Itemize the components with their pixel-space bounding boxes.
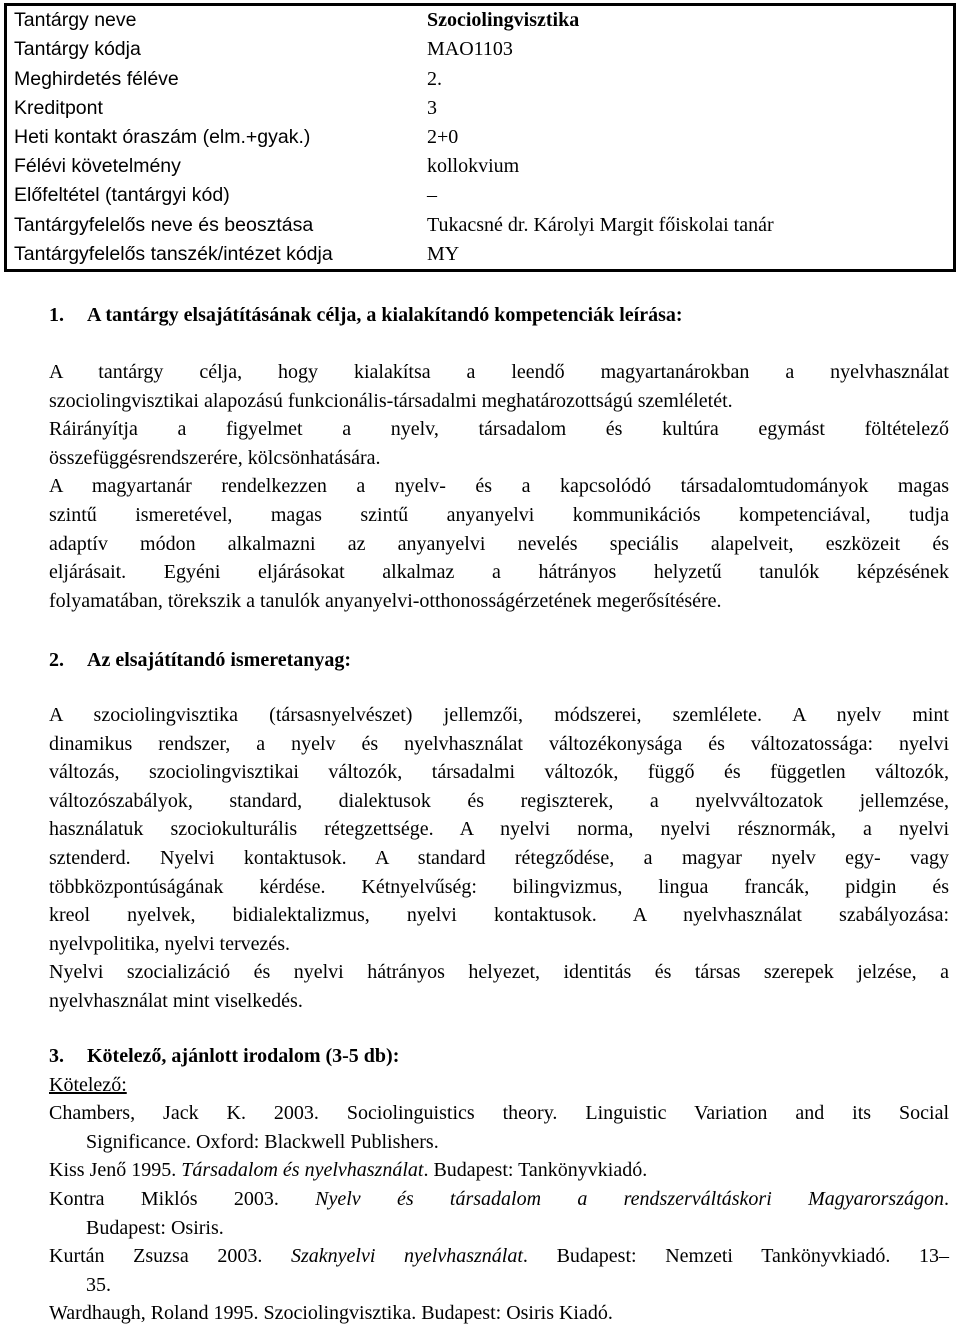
info-value: MY [427, 242, 460, 265]
paragraph-line: szintű ismeretével, magas szintű anyanyelvi kommunikációs kompetenciával, tudja [49, 503, 949, 526]
section-2-title: Az elsajátítandó ismeretanyag: [87, 649, 352, 671]
paragraph-line: kreol nyelvek, bidialektalizmus, nyelvi kontaktusok. A nyelvhasználat szabályozása: [49, 904, 949, 927]
paragraph-line: összefüggésrendszerére, kölcsönhatására. [49, 446, 381, 469]
paragraph-line: használatuk szociokulturális rétegzettsége. A nyelvi norma, nyelvi résznormák, a nyelvi [49, 818, 949, 841]
required-reading-label: Kötelező: [49, 1073, 127, 1096]
info-label: Tantárgyfelelős neve és beosztása [14, 213, 314, 236]
paragraph-line: folyamatában, törekszik a tanulók anyanyelvi-otthonosságérzetének megerősítésére. [49, 589, 722, 612]
paragraph [49, 472, 949, 615]
info-value: 2. [427, 67, 442, 90]
info-row [7, 123, 953, 152]
paragraph-line: változószabályok, standard, dialektusok és regiszterek, a nyelvváltozatok jellemzése, [49, 789, 949, 812]
info-row [7, 181, 953, 210]
section-3-title: Kötelező, ajánlott irodalom (3-5 db): [87, 1045, 400, 1067]
info-label: Előfeltétel (tantárgyi kód) [14, 184, 230, 207]
paragraph-line: A szociolingvisztika (társasnyelvészet) jellemzői, módszerei, szemlélete. A nyelv mint [49, 704, 949, 726]
reference-first-line [49, 1099, 949, 1128]
section-1-title: A tantárgy elsajátításának célja, a kialakítandó kompetenciák leírása: [87, 304, 683, 326]
reference-text: . Budapest: Nemzeti Tankönyvkiadó. 13– [522, 1245, 949, 1268]
paragraph-line: nyelvhasználat mint viselkedés. [49, 989, 303, 1012]
reference-first-line [49, 1185, 949, 1214]
reference-continuation: 35. [86, 1273, 111, 1296]
reference-text: . Budapest: Tankönyvkiadó. [423, 1159, 648, 1182]
info-label: Meghirdetés féléve [14, 67, 179, 90]
paragraph-line: A magyartanár rendelkezzen a nyelv- és a kapcsolódó társadalomtudományok magas [49, 475, 949, 498]
paragraph-line: többközpontúságának kérdése. Kétnyelvűség: bilingvizmus, lingua francák, pidgin és [49, 875, 949, 898]
section-2 [49, 646, 949, 675]
reference-continuation: Budapest: Osiris. [86, 1216, 224, 1239]
section-1 [49, 301, 949, 330]
reference-text: Kurtán Zsuzsa 2003. [49, 1245, 291, 1268]
section-1-body [49, 358, 949, 615]
section-2-heading [49, 646, 949, 675]
paragraph-line: adaptív módon alkalmazni az anyanyelvi nevelés speciális alapelveit, eszközeit és [49, 532, 949, 555]
reference-item [49, 1299, 949, 1328]
info-row [7, 6, 953, 35]
section-2-number: 2. [49, 649, 64, 671]
section-2-body [49, 701, 949, 1016]
info-label: Tantárgy kódja [14, 38, 141, 61]
paragraph [49, 358, 949, 415]
paragraph-line: Ráirányítja a figyelmet a nyelv, társadalom és kultúra egymást föltételező [49, 418, 949, 441]
course-info-table [4, 3, 956, 272]
reference-text: Kiss Jenő 1995. [49, 1159, 182, 1182]
reference-item [49, 1185, 949, 1242]
info-label: Heti kontakt óraszám (elm.+gyak.) [14, 126, 311, 149]
section-3 [49, 1042, 949, 1328]
reference-item [49, 1242, 949, 1299]
section-3-number: 3. [49, 1045, 64, 1067]
info-value: Szociolingvisztika [427, 9, 580, 32]
reference-first-line [49, 1156, 949, 1185]
info-label: Tantárgy neve [14, 9, 137, 32]
reference-continuation: Significance. Oxford: Blackwell Publishers. [86, 1130, 439, 1153]
info-row [7, 94, 953, 123]
info-row [7, 240, 953, 269]
section-1-number: 1. [49, 304, 64, 326]
reference-text: . [944, 1187, 950, 1210]
reference-title: Társadalom és nyelvhasználat [181, 1159, 424, 1182]
paragraph [49, 415, 949, 472]
reference-first-line [49, 1299, 949, 1328]
info-row [7, 210, 953, 239]
info-row [7, 35, 953, 64]
info-label: Félévi követelmény [14, 155, 181, 178]
reference-item [49, 1156, 949, 1185]
reference-title: Szaknyelvi nyelvhasználat [291, 1245, 523, 1268]
info-label: Kreditpont [14, 96, 103, 119]
paragraph-line: eljárásait. Egyéni eljárásokat alkalmaz a hátrányos helyzetű tanulók képzésének [49, 561, 949, 584]
info-value: 2+0 [427, 126, 459, 149]
paragraph-line: A tantárgy célja, hogy kialakítsa a leendő magyartanárokban a nyelvhasználat [49, 361, 949, 383]
paragraph-line: változás, szociolingvisztikai változók, társadalmi változók, függő és független változók, [49, 761, 949, 784]
reference-text: Wardhaugh, Roland 1995. Szociolingvisztika. Budapest: Osiris Kiadó. [49, 1302, 613, 1325]
info-value: – [427, 184, 437, 207]
info-value: Tukacsné dr. Károlyi Margit főiskolai tanár [427, 213, 774, 236]
paragraph-line: dinamikus rendszer, a nyelv és nyelvhasználat változékonysága és változatossága: nyelvi [49, 732, 949, 755]
paragraph-line: Nyelvi szocializáció és nyelvi hátrányos helyezet, identitás és társas szerepek jelzése, a [49, 961, 949, 984]
paragraph-line: nyelvpolitika, nyelvi tervezés. [49, 932, 291, 955]
info-value: MAO1103 [427, 38, 513, 61]
paragraph [49, 701, 949, 958]
paragraph-line: sztenderd. Nyelvi kontaktusok. A standard rétegződése, a magyar nyelv egy- vagy [49, 846, 949, 869]
info-label: Tantárgyfelelős tanszék/intézet kódja [14, 242, 333, 265]
reference-item [49, 1099, 949, 1156]
reference-title: Nyelv és társadalom a rendszerváltáskori Magyarországon [315, 1187, 945, 1210]
paragraph-line: szociolingvisztikai alapozású funkcionális-társadalmi meghatározottságú szemléletét. [49, 389, 733, 412]
reference-text: Chambers, Jack K. 2003. Sociolinguistics theory. Linguistic Variation and its Social [49, 1102, 949, 1125]
reference-text: Kontra Miklós 2003. [49, 1187, 316, 1210]
section-1-heading [49, 301, 949, 330]
reference-first-line [49, 1242, 949, 1271]
info-row [7, 64, 953, 93]
paragraph [49, 958, 949, 1015]
section-3-heading [49, 1042, 949, 1071]
info-value: kollokvium [427, 155, 520, 178]
info-row [7, 152, 953, 181]
info-value: 3 [427, 96, 437, 119]
reference-list [49, 1099, 949, 1328]
